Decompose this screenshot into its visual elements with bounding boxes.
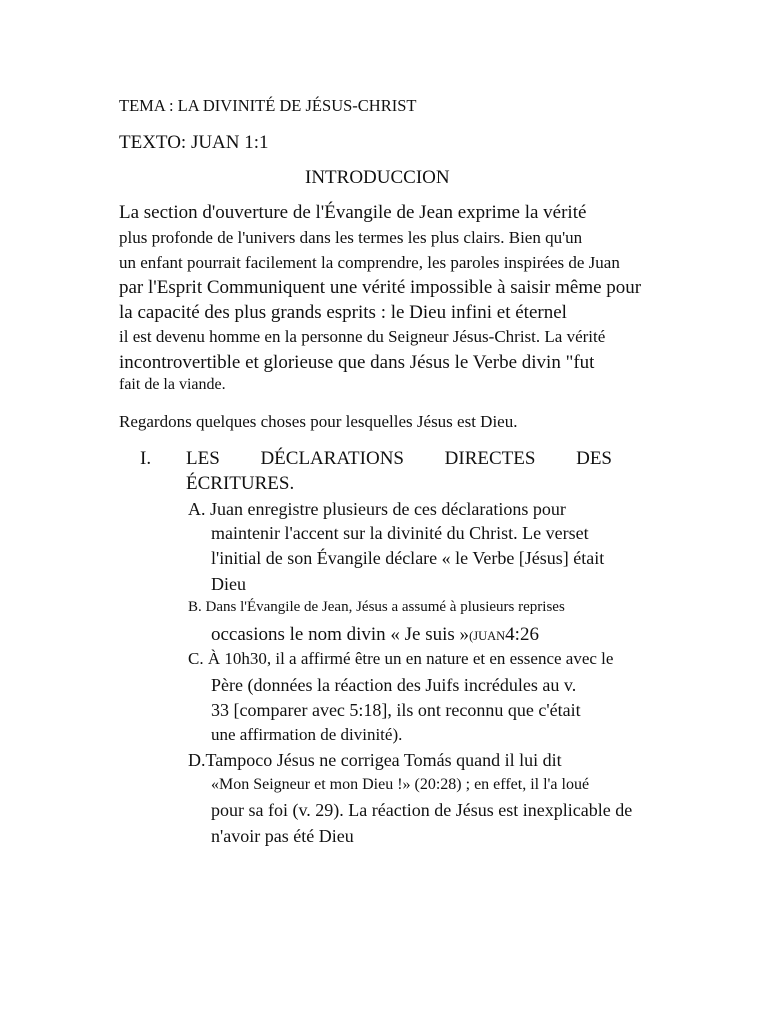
point-b-text: occasions le nom divin « Je suis »: [211, 624, 470, 645]
intro-line: plus profonde de l'univers dans les termes les plus clairs. Bien qu'un: [119, 228, 583, 247]
scripture-reference: TEXTO: JUAN 1:1: [119, 132, 269, 153]
point-d-line: n'avoir pas été Dieu: [211, 826, 354, 846]
heading-word: LES: [186, 448, 220, 469]
topic-title: TEMA : LA DIVINITÉ DE JÉSUS-CHRIST: [119, 96, 417, 115]
point-c-line: une affirmation de divinité).: [211, 725, 403, 744]
point-c-line: 33 [comparer avec 5:18], ils ont reconnu que c'était: [211, 700, 581, 720]
point-a-line: l'initial de son Évangile déclare « le Verbe [Jésus] était: [211, 548, 605, 568]
point-c-line: Père (données la réaction des Juifs incrédules au v.: [211, 675, 577, 695]
point-a-line: maintenir l'accent sur la divinité du Christ. Le verset: [211, 523, 589, 543]
point-c-line: C. À 10h30, il a affirmé être un en nature et en essence avec le: [188, 649, 614, 668]
point-b-verse-ref: 4:26: [505, 624, 539, 645]
point-a-line: Dieu: [211, 574, 246, 594]
intro-line: incontrovertible et glorieuse que dans Jésus le Verbe divin "fut: [119, 352, 595, 373]
section-heading-introduccion: INTRODUCCION: [305, 167, 450, 188]
intro-line: un enfant pourrait facilement la comprendre, les paroles inspirées de Juan: [119, 253, 620, 272]
point-b-line: B. Dans l'Évangile de Jean, Jésus a assumé à plusieurs reprises: [188, 599, 565, 615]
point-b-line2: [211, 625, 539, 644]
point-d-quote: «Mon Seigneur et mon Dieu !» (20:28): [211, 776, 462, 793]
point-d-quote-rest: ; en effet, il l'a loué: [461, 776, 590, 793]
intro-line: fait de la viande.: [119, 376, 226, 393]
intro-line: la capacité des plus grands esprits : le Dieu infini et éternel: [119, 302, 567, 323]
intro-line: il est devenu homme en la personne du Seigneur Jésus-Christ. La vérité: [119, 327, 606, 346]
regardons-sentence: Regardons quelques choses pour lesquelles Jésus est Dieu.: [119, 412, 518, 431]
heading-word: DÉCLARATIONS: [260, 448, 404, 469]
point-b-book-ref: (JUAN: [469, 629, 506, 643]
intro-line: par l'Esprit Communiquent une vérité impossible à saisir même pour: [119, 277, 642, 298]
point-d-line: D.Tampoco Jésus ne corrigea Tomás quand il lui dit: [188, 750, 562, 770]
heading-word: DIRECTES: [444, 448, 536, 469]
section-heading-line1: [186, 449, 612, 468]
intro-line: La section d'ouverture de l'Évangile de Jean exprime la vérité: [119, 202, 587, 223]
point-d-line2: [211, 777, 589, 793]
heading-word: DES: [576, 448, 612, 469]
section-numeral: I.: [140, 448, 152, 469]
point-a-line: A. Juan enregistre plusieurs de ces déclarations pour: [188, 499, 566, 519]
point-d-line: pour sa foi (v. 29). La réaction de Jésus est inexplicable de: [211, 800, 633, 820]
section-heading-line2: ÉCRITURES.: [186, 473, 295, 494]
